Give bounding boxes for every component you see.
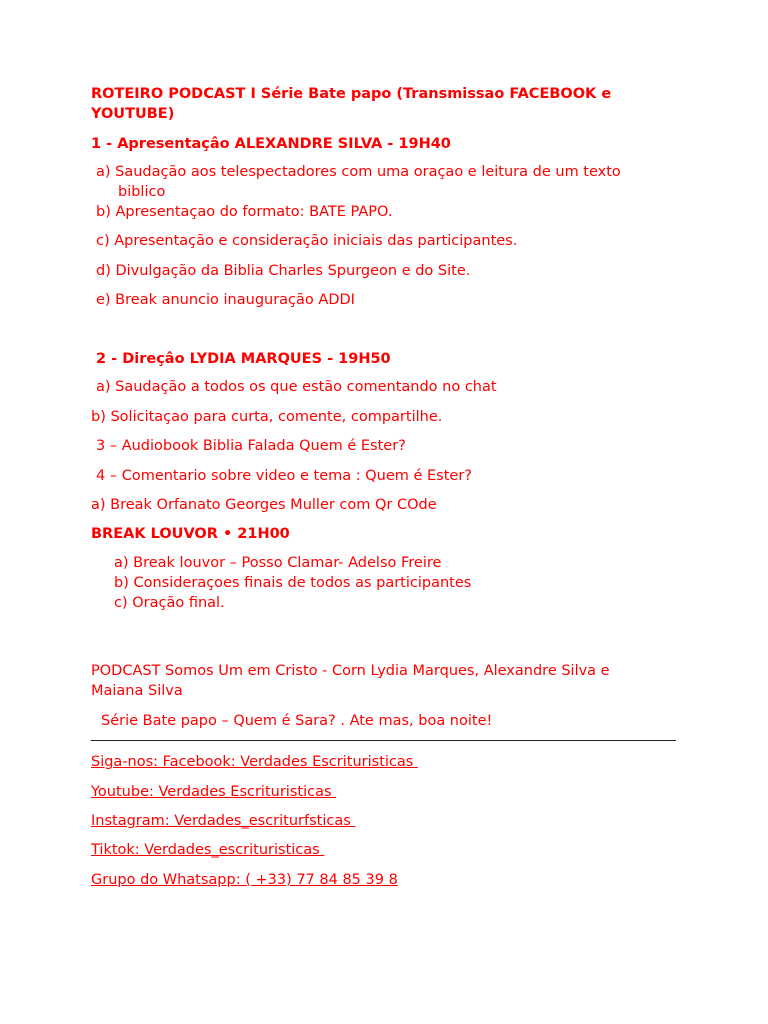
section-3-heading: BREAK LOUVOR • 21H00 xyxy=(91,526,290,542)
youtube-link[interactable]: Youtube: Verdades Escrituristicas xyxy=(91,784,337,800)
section-2-item: a) Break Orfanato Georges Muller com Qr COde xyxy=(91,497,437,513)
section-1-heading: 1 - Apresentaçâo ALEXANDRE SILVA - 19H40 xyxy=(91,136,451,152)
section-1-item: b) Apresentaçao do formato: BATE PAPO. xyxy=(96,204,393,220)
section-2-item: 4 – Comentario sobre video e tema : Quem é Ester? xyxy=(96,468,473,484)
section-1-item: a) Saudação aos telespectadores com uma oraçao e leitura de um texto xyxy=(96,164,621,180)
document-title-cont: YOUTUBE) xyxy=(91,106,175,122)
section-2-item: a) Saudação a todos os que estão comentando no chat xyxy=(96,379,497,395)
section-1-item: c) Apresentação e consideração iniciais das participantes. xyxy=(96,233,518,249)
section-1-item: d) Divulgação da Biblia Charles Spurgeon e do Site. xyxy=(96,263,471,279)
section-2-heading: 2 - Direçâo LYDIA MARQUES - 19H50 xyxy=(96,351,391,367)
footer-text: PODCAST Somos Um em Cristo - Corn Lydia Marques, Alexandre Silva e xyxy=(91,663,610,679)
section-3-item: c) Oração final. xyxy=(114,595,225,611)
whatsapp-link[interactable]: Grupo do Whatsapp: ( +33) 77 84 85 39 8 xyxy=(91,872,398,888)
instagram-link[interactable]: Instagram: Verdades_escriturfsticas xyxy=(91,813,356,829)
section-1-item-cont: biblico xyxy=(118,184,166,200)
horizontal-divider xyxy=(91,740,676,741)
section-3-item: b) Consideraçoes finais de todos as participantes xyxy=(114,575,472,591)
tiktok-link[interactable]: Tiktok: Verdades_escrituristicas xyxy=(91,842,325,858)
section-1-item: e) Break anuncio inauguração ADDI xyxy=(96,292,355,308)
section-3-item: a) Break louvor – Posso Clamar- Adelso Freire xyxy=(114,555,442,571)
footer-subtitle: Série Bate papo – Quem é Sara? . Ate mas, boa noite! xyxy=(101,713,493,729)
facebook-link[interactable]: Siga-nos: Facebook: Verdades Escrituristicas xyxy=(91,754,418,770)
document-title: ROTEIRO PODCAST I Série Bate papo (Transmissao FACEBOOK e xyxy=(91,86,612,102)
section-2-item: b) Solicitaçao para curta, comente, compartilhe. xyxy=(91,409,443,425)
footer-text-cont: Maiana Silva xyxy=(91,683,183,699)
section-2-item: 3 – Audiobook Biblia Falada Quem é Ester? xyxy=(96,438,406,454)
